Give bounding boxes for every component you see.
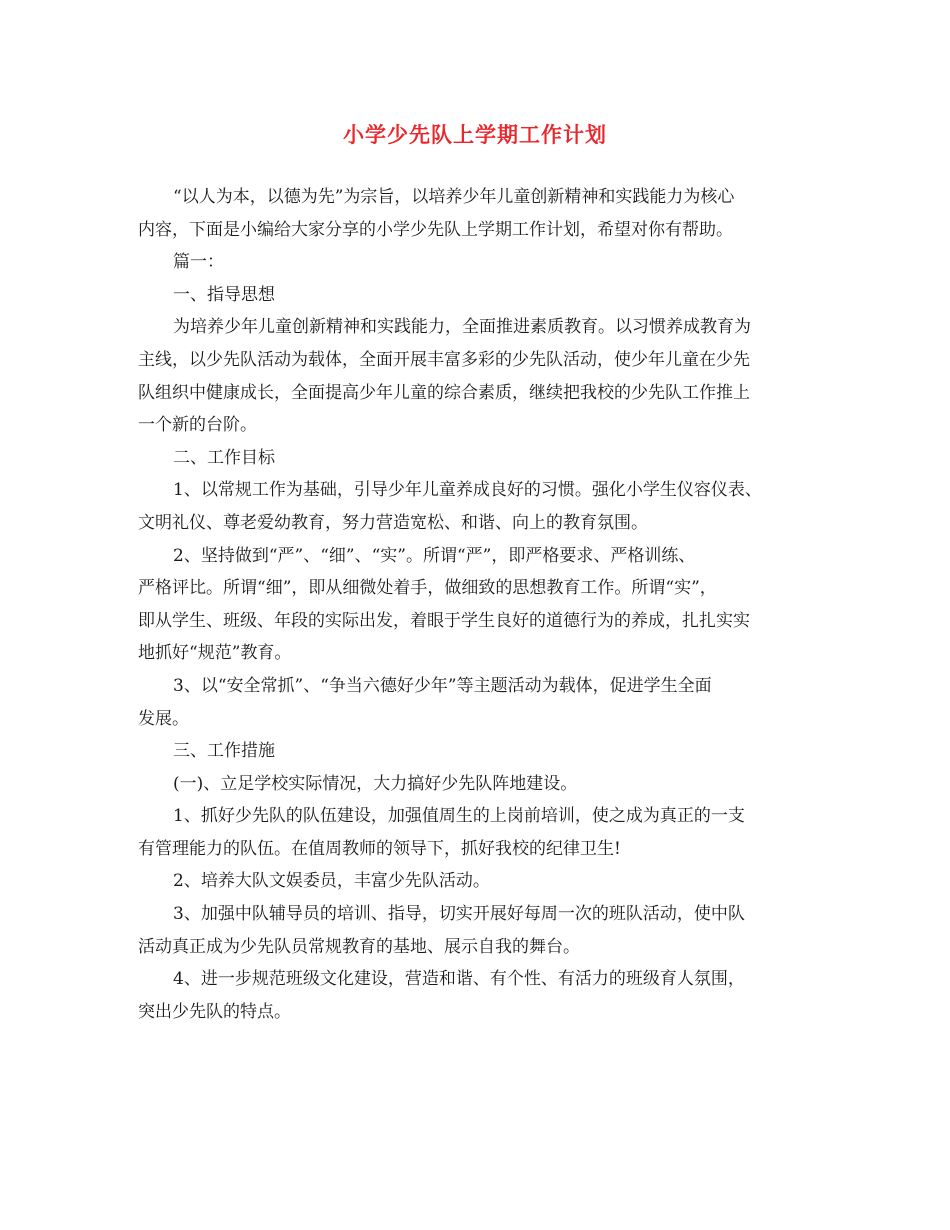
text-line: 2、坚持做到“严”、“细”、“实”。所谓“严”，即严格要求、严格训练、	[173, 545, 696, 566]
text-line: 内容，下面是小编给大家分享的小学少先队上学期工作计划，希望对你有帮助。	[138, 219, 733, 240]
text-line: 2、培养大队文娱委员，丰富少先队活动。	[173, 871, 490, 892]
text-line: 严格评比。所谓“细”，即从细微处着手，做细致的思想教育工作。所谓“实”，	[138, 578, 717, 599]
text-line: 队组织中健康成长，全面提高少年儿童的综合素质，继续把我校的少先队工作推上	[138, 382, 750, 403]
text-line: 二、工作目标	[173, 447, 275, 468]
text-line: 一、指导思想	[173, 284, 275, 305]
text-line: 发展。	[138, 708, 189, 729]
text-line: (一)、立足学校实际情况，大力搞好少先队阵地建设。	[173, 773, 578, 794]
text-line: 3、以“安全常抓”、“争当六德好少年”等主题活动为载体，促进学生全面	[173, 675, 712, 696]
text-line: 篇一：	[173, 252, 224, 273]
text-line: 突出少先队的特点。	[138, 1001, 291, 1022]
text-line: 文明礼仪、尊老爱幼教育，努力营造宽松、和谐、向上的教育氛围。	[138, 512, 648, 533]
text-line: 4、进一步规范班级文化建设，营造和谐、有个性、有活力的班级育人氛围，	[173, 969, 745, 990]
text-line: “以人为本，以德为先”为宗旨，以培养少年儿童创新精神和实践能力为核心	[173, 187, 735, 207]
text-line: 有管理能力的队伍。在值周教师的领导下，抓好我校的纪律卫生!	[138, 838, 621, 859]
text-line: 活动真正成为少先队员常规教育的基地、展示自我的舞台。	[138, 936, 580, 957]
text-line: 即从学生、班级、年段的实际出发，着眼于学生良好的道德行为的养成，扎扎实实	[138, 610, 750, 631]
text-line: 1、以常规工作为基础，引导少年儿童养成良好的习惯。强化小学生仪容仪表、	[173, 480, 762, 501]
text-line: 1、抓好少先队的队伍建设，加强值周生的上岗前培训，使之成为真正的一支	[173, 806, 745, 827]
document-title: 小学少先队上学期工作计划	[343, 122, 607, 147]
text-line: 地抓好“规范”教育。	[138, 643, 292, 664]
text-line: 主线，以少先队活动为载体，全面开展丰富多彩的少先队活动，使少年儿童在少先	[138, 349, 750, 370]
text-line: 三、工作措施	[173, 741, 275, 762]
text-line: 一个新的台阶。	[138, 415, 257, 436]
document-body	[138, 181, 826, 1028]
text-line: 3、加强中队辅导员的培训、指导，切实开展好每周一次的班队活动，使中队	[173, 904, 745, 925]
text-line: 为培养少年儿童创新精神和实践能力，全面推进素质教育。以习惯养成教育为	[173, 317, 751, 338]
